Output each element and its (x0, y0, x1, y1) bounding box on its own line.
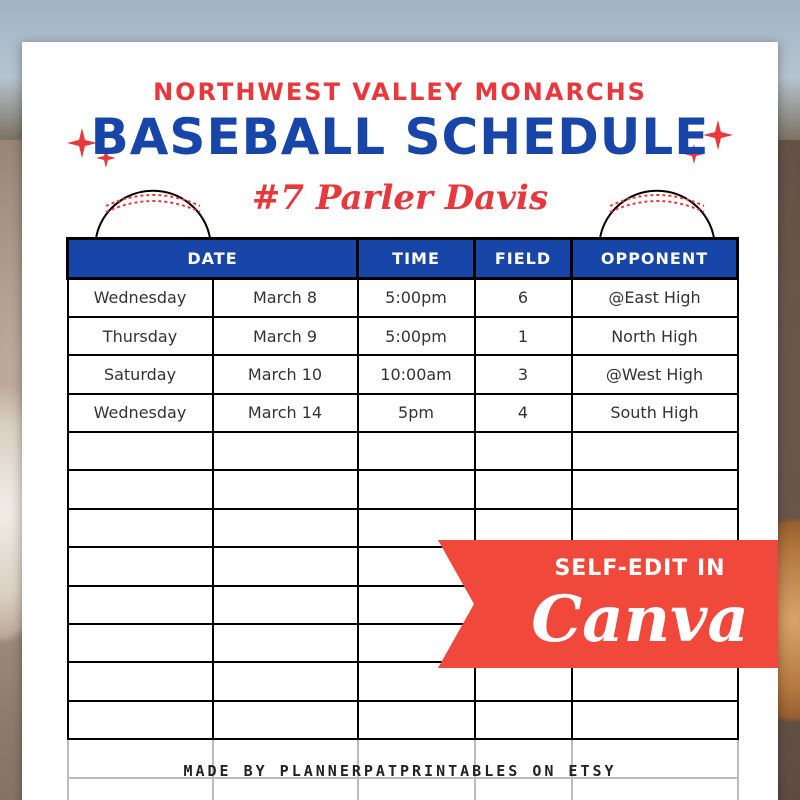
cell-opponent: North High (572, 317, 738, 355)
schedule-table (66, 237, 739, 800)
cell-opponent: @West High (572, 355, 738, 393)
cell-date: March 9 (213, 317, 358, 355)
cell-time: 5:00pm (358, 317, 475, 355)
cell-time: 5pm (358, 394, 475, 432)
cell-empty (213, 662, 358, 700)
cell-empty (213, 586, 358, 624)
cell-day: Wednesday (68, 394, 213, 432)
cell-empty (572, 470, 738, 508)
table-row-empty (68, 701, 738, 739)
cell-day: Saturday (68, 355, 213, 393)
cell-empty (358, 662, 475, 700)
cell-time: 5:00pm (358, 279, 475, 317)
cell-empty (475, 701, 572, 739)
cell-date: March 10 (213, 355, 358, 393)
cell-empty (213, 432, 358, 470)
cell-date: March 8 (213, 279, 358, 317)
cell-empty (572, 701, 738, 739)
footer-credit: MADE BY PLANNERPATPRINTABLES ON ETSY (183, 762, 617, 780)
cell-empty (68, 701, 213, 739)
column-header-opponent: OPPONENT (572, 239, 738, 279)
cell-empty (572, 432, 738, 470)
cell-empty (572, 662, 738, 700)
column-header-time: TIME (358, 239, 475, 279)
cell-opponent: @East High (572, 279, 738, 317)
cell-day: Thursday (68, 317, 213, 355)
table-row (68, 317, 738, 355)
table-row (68, 279, 738, 317)
column-header-date: DATE (68, 239, 358, 279)
cell-empty (475, 470, 572, 508)
cell-empty (572, 778, 738, 800)
cell-empty (68, 778, 213, 800)
cell-opponent: South High (572, 394, 738, 432)
cell-empty (213, 778, 358, 800)
cell-empty (358, 701, 475, 739)
cell-day: Wednesday (68, 279, 213, 317)
table-row-empty (68, 470, 738, 508)
cell-empty (358, 432, 475, 470)
cell-empty (213, 624, 358, 662)
cell-time: 10:00am (358, 355, 475, 393)
cell-empty (68, 624, 213, 662)
table-row-empty (68, 662, 738, 700)
table-row (68, 355, 738, 393)
cell-empty (68, 470, 213, 508)
table-row (68, 394, 738, 432)
cell-empty (475, 662, 572, 700)
cell-empty (213, 547, 358, 585)
cell-empty (68, 586, 213, 624)
table-row-empty (68, 432, 738, 470)
player-name: #7 Parler Davis (251, 178, 549, 218)
cell-empty (68, 547, 213, 585)
page-title: BASEBALL SCHEDULE (90, 108, 710, 166)
team-name: NORTHWEST VALLEY MONARCHS (153, 78, 647, 106)
cell-field: 6 (475, 279, 572, 317)
cell-empty (475, 432, 572, 470)
cell-field: 1 (475, 317, 572, 355)
banner-subtitle: SELF-EDIT IN (554, 556, 726, 581)
cell-empty (213, 701, 358, 739)
cell-empty (68, 662, 213, 700)
cell-date: March 14 (213, 394, 358, 432)
cell-empty (68, 509, 213, 547)
table-row-empty (68, 778, 738, 800)
cell-field: 4 (475, 394, 572, 432)
cell-empty (213, 470, 358, 508)
table-header-row (68, 239, 738, 279)
column-header-field: FIELD (475, 239, 572, 279)
cell-empty (213, 509, 358, 547)
cell-empty (475, 778, 572, 800)
cell-empty (358, 778, 475, 800)
banner-canva-text: Canva (531, 582, 749, 657)
cell-empty (358, 470, 475, 508)
cell-field: 3 (475, 355, 572, 393)
cell-empty (68, 432, 213, 470)
